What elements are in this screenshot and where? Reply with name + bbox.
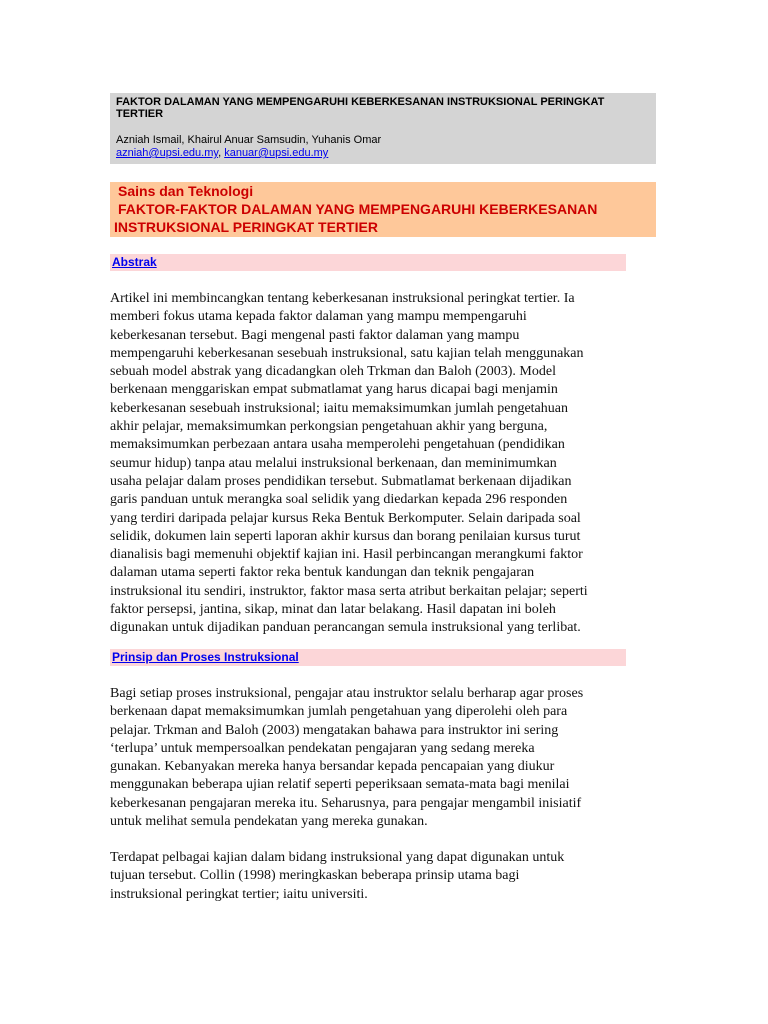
- paragraph-line: berkenaan menggariskan empat submatlamat yang harus dicapai bagi menjamin: [110, 382, 558, 398]
- paragraph-line: memberi fokus utama kepada faktor dalaman yang mampu mempengaruhi: [110, 309, 527, 325]
- article-header: [110, 93, 656, 164]
- paragraph-line: memaksimumkan perbezaan antara usaha memperolehi pengetahuan (pendidikan: [110, 437, 565, 453]
- paragraph-line: menggunakan beberapa ujian relatif seperti peperiksaan semata-mata bagi menilai: [110, 777, 570, 793]
- paragraph-line: keberkesanan tersebut. Bagi mengenal pasti faktor dalaman yang mampu: [110, 327, 520, 343]
- paragraph-line: Terdapat pelbagai kajian dalam bidang instruksional yang dapat digunakan untuk: [110, 850, 565, 865]
- article-title-line-1: FAKTOR DALAMAN YANG MEMPENGARUHI KEBERKESANAN INSTRUKSIONAL PERINGKAT: [116, 96, 605, 108]
- paragraph-line: Bagi setiap proses instruksional, pengajar atau instruktor selalu berharap agar proses: [110, 686, 584, 701]
- article-authors: Azniah Ismail, Khairul Anuar Samsudin, Yuhanis Omar: [116, 134, 382, 146]
- banner-title-line-1: FAKTOR-FAKTOR DALAMAN YANG MEMPENGARUHI KEBERKESANAN: [118, 201, 598, 217]
- category-banner: [110, 182, 656, 237]
- paragraph-line: dianalisis bagi memenuhi objektif kajian ini. Hasil perbincangan merangkumi faktor: [110, 547, 583, 563]
- paragraph-line: yang terdiri daripada pelajar kursus Reka Bentuk Berkomputer. Selain daripada soal: [110, 510, 581, 526]
- paragraph-line: pelajar. Trkman and Baloh (2003) mengatakan bahawa para instruktor ini sering: [110, 722, 559, 738]
- prinsip-paragraph-1: [110, 685, 630, 831]
- abstract-paragraph: [110, 290, 630, 638]
- section-heading-prinsip: [110, 649, 626, 666]
- banner-title-line-2: INSTRUKSIONAL PERINGKAT TERTIER: [114, 219, 378, 235]
- paragraph-line: garis panduan untuk merangka soal selidik yang diedarkan kepada 296 responden: [110, 492, 568, 508]
- paragraph-line: dalaman utama seperti faktor reka bentuk kandungan dan teknik pengajaran: [110, 565, 535, 581]
- paragraph-line: gunakan. Kebanyakan mereka hanya bersandar kepada pencapaian yang diukur: [110, 759, 555, 775]
- email-separator: ,: [218, 147, 225, 159]
- paragraph-line: usaha pelajar dalam proses pendidikan tersebut. Submatlamat berkenaan dijadikan: [110, 473, 572, 489]
- paragraph-line: instruksional peringkat tertier; iaitu universiti.: [110, 886, 368, 902]
- paragraph-line: instruksional itu sendiri, instruktor, faktor masa serta atribut berkaitan pelajar; seperti: [110, 583, 588, 599]
- category-label: Sains dan Teknologi: [118, 183, 254, 199]
- article-title-line-2: TERTIER: [116, 108, 164, 120]
- paragraph-line: sebuah model abstrak yang dicadangkan oleh Trkman dan Baloh (2003). Model: [110, 364, 556, 380]
- paragraph-line: keberkesanan sesebuah instruksional; iaitu memaksimumkan jumlah pengetahuan: [110, 400, 568, 416]
- paragraph-line: selidik, dokumen lain seperti laporan akhir kursus dan borang penilaian kursus turut: [110, 528, 581, 544]
- paragraph-line: keberkesanan pengajaran mereka itu. Seharusnya, para pengajar mengambil inisiatif: [110, 795, 582, 811]
- paragraph-line: untuk melihat semula pendekatan yang mereka gunakan.: [110, 814, 428, 830]
- paragraph-line: Artikel ini membincangkan tentang keberkesanan instruksional peringkat tertier. Ia: [110, 291, 575, 306]
- paragraph-line: tujuan tersebut. Collin (1998) meringkaskan beberapa prinsip utama bagi: [110, 868, 520, 884]
- paragraph-line: mempengaruhi keberkesanan sesebuah instruksional, satu kajian telah menggunakan: [110, 345, 584, 361]
- section-link-abstrak[interactable]: Abstrak: [112, 255, 157, 269]
- paragraph-line: digunakan untuk dijadikan panduan perancangan semula instruksional yang terlibat.: [110, 620, 581, 636]
- section-link-prinsip[interactable]: Prinsip dan Proses Instruksional: [112, 650, 299, 664]
- paragraph-line: seumur hidup) tanpa atau melalui instruksional berkenaan, dan meminimumkan: [110, 455, 557, 471]
- paragraph-line: ‘terlupa’ untuk mempersoalkan pendekatan pengajaran yang sedang mereka: [110, 740, 535, 756]
- paragraph-line: berkenaan dapat memaksimumkan jumlah pengetahuan yang diperolehi oleh para: [110, 704, 568, 720]
- paragraph-line: akhir pelajar, memaksimumkan perkongsian pengetahuan akhir yang berguna,: [110, 419, 548, 435]
- email-link-azniah[interactable]: azniah@upsi.edu.my: [116, 147, 219, 159]
- banner-title: [114, 200, 650, 236]
- article-title: [116, 96, 650, 120]
- section-heading-abstrak: [110, 254, 626, 271]
- author-emails: [116, 147, 650, 160]
- paragraph-line: faktor persepsi, jantina, sikap, minat dan latar belakang. Hasil dapatan ini boleh: [110, 602, 556, 618]
- email-link-kanuar[interactable]: kanuar@upsi.edu.my: [224, 147, 329, 159]
- prinsip-paragraph-2: [110, 849, 630, 904]
